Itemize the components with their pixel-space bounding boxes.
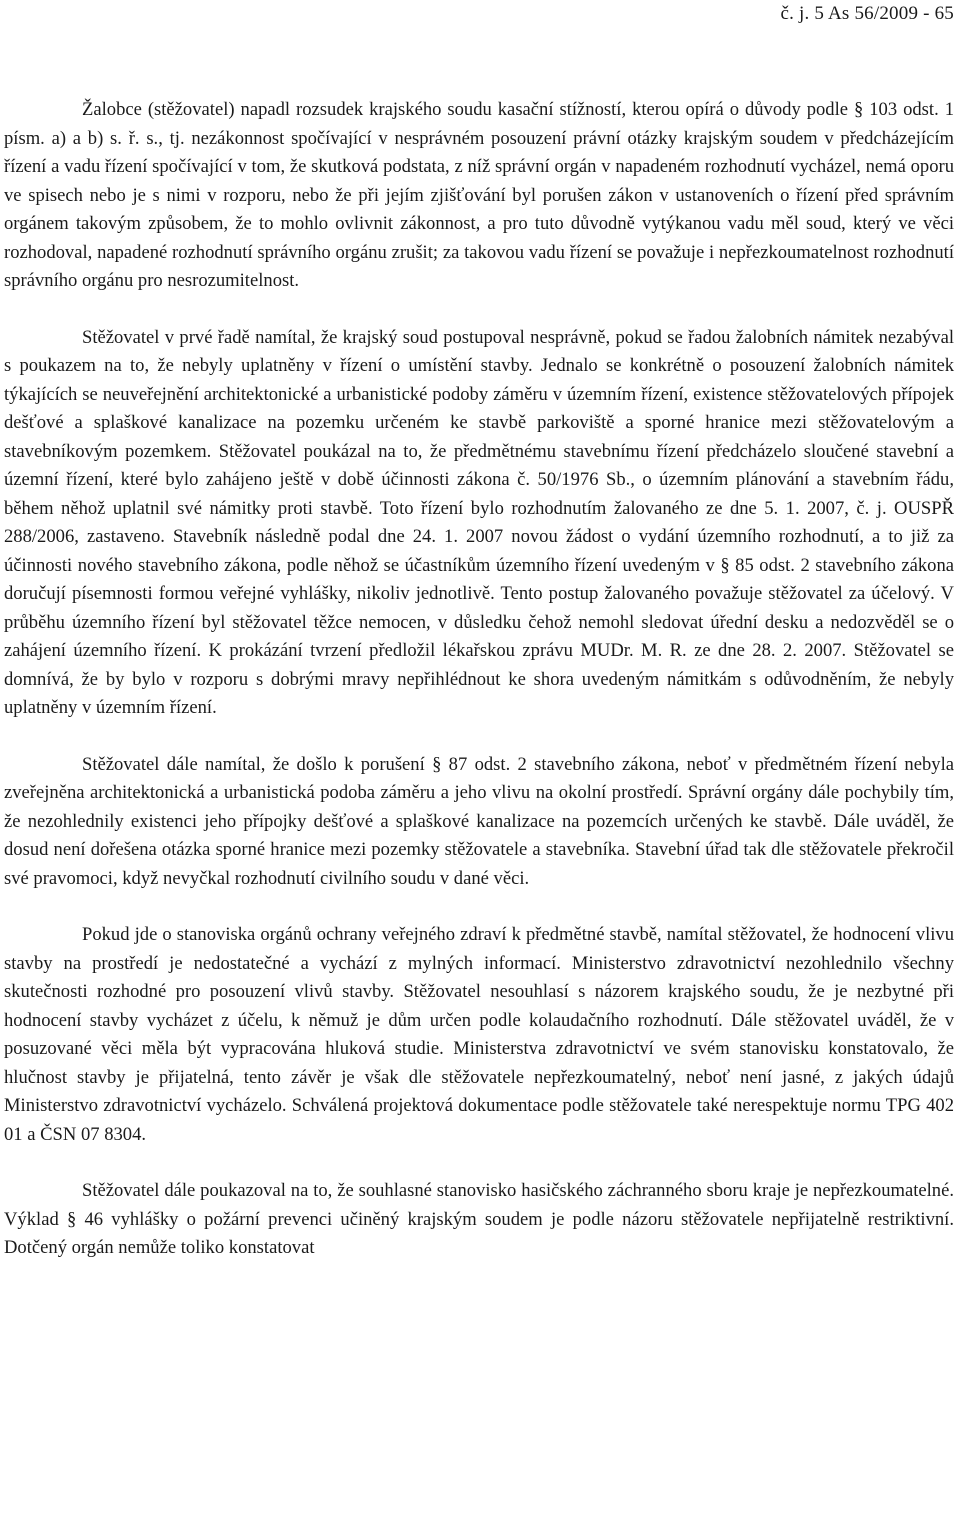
case-number-header: č. j. 5 As 56/2009 - 65 — [780, 3, 954, 24]
paragraph-4: Pokud jde o stanoviska orgánů ochrany veřejného zdraví k předmětné stavbě, namítal stěžovatel, že hodnocení vlivu stavby na prostředí je nedostatečné a vychází z mylných informací. Ministerstvo zdravotnictví nezohlednilo všechny skutečnosti rozhodné pro posouzení vlivů stavby. Stěžovatel nesouhlasí s názorem krajského soudu, že je nezbytné při hodnocení stavby vycházet z účelu, k němuž je dům určen podle kolaudačního rozhodnutí. Dále stěžovatel uváděl, že v posuzované věci měla být vypracována hluková studie. Ministerstva zdravotnictví ve svém stanovisku konstatovalo, že hlučnost stavby je přijatelná, tento závěr je však dle stěžovatele nepřezkoumatelný, neboť není jasné, z jakých údajů Ministerstvo zdravotnictví vycházelo. Schválená projektová dokumentace podle stěžovatele také nerespektuje normu TPG 402 01 a ČSN 07 8304. — [4, 924, 954, 1145]
paragraph-5: Stěžovatel dále poukazoval na to, že souhlasné stanovisko hasičského záchranného sboru kraje je nepřezkoumatelné. Výklad § 46 vyhlášky o požární prevenci učiněný krajským soudem je podle názoru stěžovatele nepřijatelně restriktivní. Dotčený orgán nemůže toliko konstatovat — [4, 1180, 954, 1258]
paragraph-2: Stěžovatel v prvé řadě namítal, že krajský soud postupoval nesprávně, pokud se řadou žalobních námitek nezabýval s poukazem na to, že nebyly uplatněny v řízení o umístění stavby. Jednalo se konkrétně o posouzení žalobních námitek týkajících se neuveřejnění architektonické a urbanistické podoby záměru v územním řízení, existence stěžovatelových přípojek dešťové a splaškové kanalizace na pozemku určeném ke stavbě parkoviště a sporné hranice mezi stěžovatelovým a stavebníkovým pozemkem. Stěžovatel poukázal na to, že předmětnému stavebnímu řízení předcházelo sloučené stavební a územní řízení, které bylo zahájeno ještě v době účinnosti zákona č. 50/1976 Sb., o územním plánování a stavebním řádu, během něhož uplatnil své námitky proti stavbě. Toto řízení bylo rozhodnutím žalovaného ze dne 5. 1. 2007, č. j. OUSPŘ 288/2006, zastaveno. Stavebník následně podal dne 24. 1. 2007 novou žádost o vydání územního rozhodnutí, a to již za účinnosti nového stavebního zákona, podle něhož se účastníkům územního řízení uvedeným v § 85 odst. 2 stavebního zákona doručují písemnosti formou veřejné vyhlášky, nikoliv jednotlivě. Tento postup žalovaného považuje stěžovatel za účelový. V průběhu územního řízení byl stěžovatel těžce nemocen, v důsledku čehož nemohl sledovat úřední desku a nedozvěděl se o zahájení územního řízení. K prokázání tvrzení předložil lékařskou zprávu MUDr. M. R. ze dne 28. 2. 2007. Stěžovatel se domnívá, že by bylo v rozporu s dobrými mravy nepřihlédnout ke shora uvedeným námitkám s odůvodněním, že nebyly uplatněny v územním řízení. — [4, 326, 954, 718]
paragraph-3: Stěžovatel dále namítal, že došlo k porušení § 87 odst. 2 stavebního zákona, neboť v předmětném řízení nebyla zveřejněna architektonická a urbanistická podoba záměru a jeho vlivu na okolní prostředí. Správní orgány dále pochybily tím, že nezohlednily existenci jeho přípojky dešťové a splaškové kanalizace na pozemcích určených ke stavbě. Dále uváděl, že dosud není dořešena otázka sporné hranice mezi pozemky stěžovatele a stavebníka. Stavební úřad tak dle stěžovatele překročil své pravomoci, když nevyčkal rozhodnutí civilního soudu v dané věci. — [4, 753, 954, 889]
paragraph-1: Žalobce (stěžovatel) napadl rozsudek krajského soudu kasační stížností, kterou opírá o důvody podle § 103 odst. 1 písm. a) a b) s. ř. s., tj. nezákonnost spočívající v nesprávném posouzení právní otázky krajským soudem v předcházejícím řízení a vadu řízení spočívající v tom, že skutková podstata, z níž správní orgán v napadeném rozhodnutí vycházel, nemá oporu ve spisech nebo je s nimi v rozporu, nebo že při jejím zjišťování byl porušen zákon v ustanoveních o řízení před správním orgánem takovým způsobem, že to mohlo ovlivnit zákonnost, a pro tuto důvodně vytýkanou vadu měl soud, který ve věci rozhodoval, napadené rozhodnutí správního orgánu zrušit; za takovou vadu řízení se považuje i nepřezkoumatelnost rozhodnutí správního orgánu pro nesrozumitelnost. — [4, 99, 954, 291]
document-body — [4, 96, 954, 1291]
